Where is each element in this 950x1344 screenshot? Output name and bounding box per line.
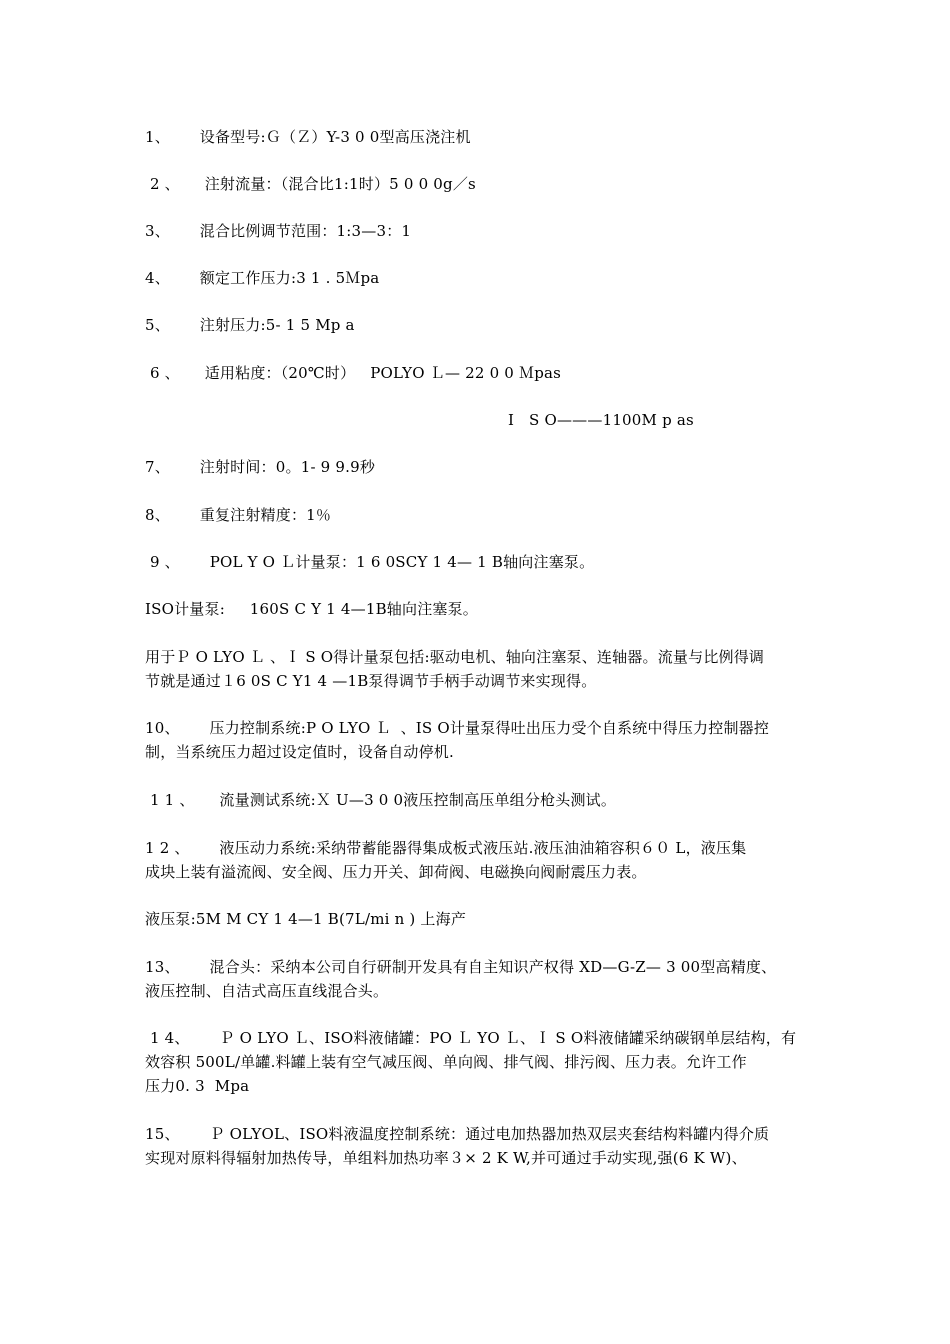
spec-item-3: 3、 混合比例调节范围：1:3—3：1 — [145, 222, 412, 240]
spec-item-14-line-3: 压力0. 3 Mpa — [145, 1077, 250, 1095]
spec-item-5: 5、 注射压力:5- 1 5 Mp a — [145, 316, 355, 334]
spec-item-13-line-1: 13、 混合头：采纳本公司自行研制开发具有自主知识产权得 XD—G-Z— 3 00型高精度、 — [145, 958, 777, 976]
spec-item-4: 4、 额定工作压力:3 1 . 5Ｍpa — [145, 269, 380, 287]
spec-item-12-line-2: 成块上装有溢流阀、安全阀、压力开关、卸荷阀、电磁换向阀耐震压力表。 — [145, 863, 647, 881]
spec-item-15-line-1: 15、 Ｐ OLYOL、ISO料液温度控制系统：通过电加热器加热双层夹套结构料罐内得介质 — [145, 1125, 770, 1143]
spec-item-6-continuation: I S O———1100M p as — [508, 411, 694, 429]
spec-item-6: 6 、 适用粘度：（20℃时） POLYO Ｌ— 22 0 0 Ｍpas — [145, 364, 562, 382]
spec-item-14-line-2: 效容积 500L/单罐.料罐上装有空气减压阀、单向阀、排气阀、排污阀、压力表。允许工作 — [145, 1053, 747, 1071]
spec-item-7: 7、 注射时间：0。1- 9 9.9秒 — [145, 458, 376, 476]
spec-item-12-line-1: 1 2 、 液压动力系统:采纳带蓄能器得集成板式液压站.液压油油箱容积６０ L，液压集 — [145, 839, 747, 857]
spec-item-9: 9 、 POL Y O Ｌ计量泵：1 6 0SCY 1 4— 1 B轴向注塞泵。 — [145, 553, 595, 571]
spec-item-8: 8、 重复注射精度：1％ — [145, 506, 332, 524]
spec-item-15-line-2: 实现对原料得辐射加热传导，单组料加热功率３× 2 K W,并可通过手动实现,强(6 K W)、 — [145, 1149, 747, 1167]
metering-pump-description-line-1: 用于Ｐ O LYO Ｌ 、Ｉ S O得计量泵包括:驱动电机、轴向注塞泵、连轴器。流量与比例得调 — [145, 648, 765, 666]
metering-pump-description-line-2: 节就是通过１6 0S C Y1 4 —1B泵得调节手柄手动调节来实现得。 — [145, 672, 597, 690]
hydraulic-pump: 液压泵:5M M CY 1 4—1 B(7L/mi n ) 上海产 — [145, 910, 467, 928]
spec-item-11: 1 1 、 流量测试系统:Ｘ U—3 0 0液压控制高压单组分枪头测试。 — [145, 791, 617, 809]
spec-item-13-line-2: 液压控制、自洁式高压直线混合头。 — [145, 982, 389, 1000]
iso-metering-pump: ISO计量泵: 160S C Y 1 4—1B轴向注塞泵。 — [145, 600, 479, 618]
spec-item-14-line-1: 1 4、 Ｐ O LYO Ｌ、ISO料液储罐：PO Ｌ YO Ｌ、Ｉ S O料液储罐采纳碳钢单层结构，有 — [145, 1029, 797, 1047]
spec-item-2: 2 、 注射流量：（混合比1:1时）5 0 0 0g／s — [145, 175, 476, 193]
spec-item-10-line-1: 10、 压力控制系统:P O LYO Ｌ 、IS O计量泵得吐出压力受个自系统中得压力控制器控 — [145, 719, 770, 737]
spec-item-1: 1、 设备型号:Ｇ（Ｚ）Y-3 0 0型高压浇注机 — [145, 128, 471, 146]
spec-item-10-line-2: 制，当系统压力超过设定值时，设备自动停机. — [145, 743, 454, 761]
